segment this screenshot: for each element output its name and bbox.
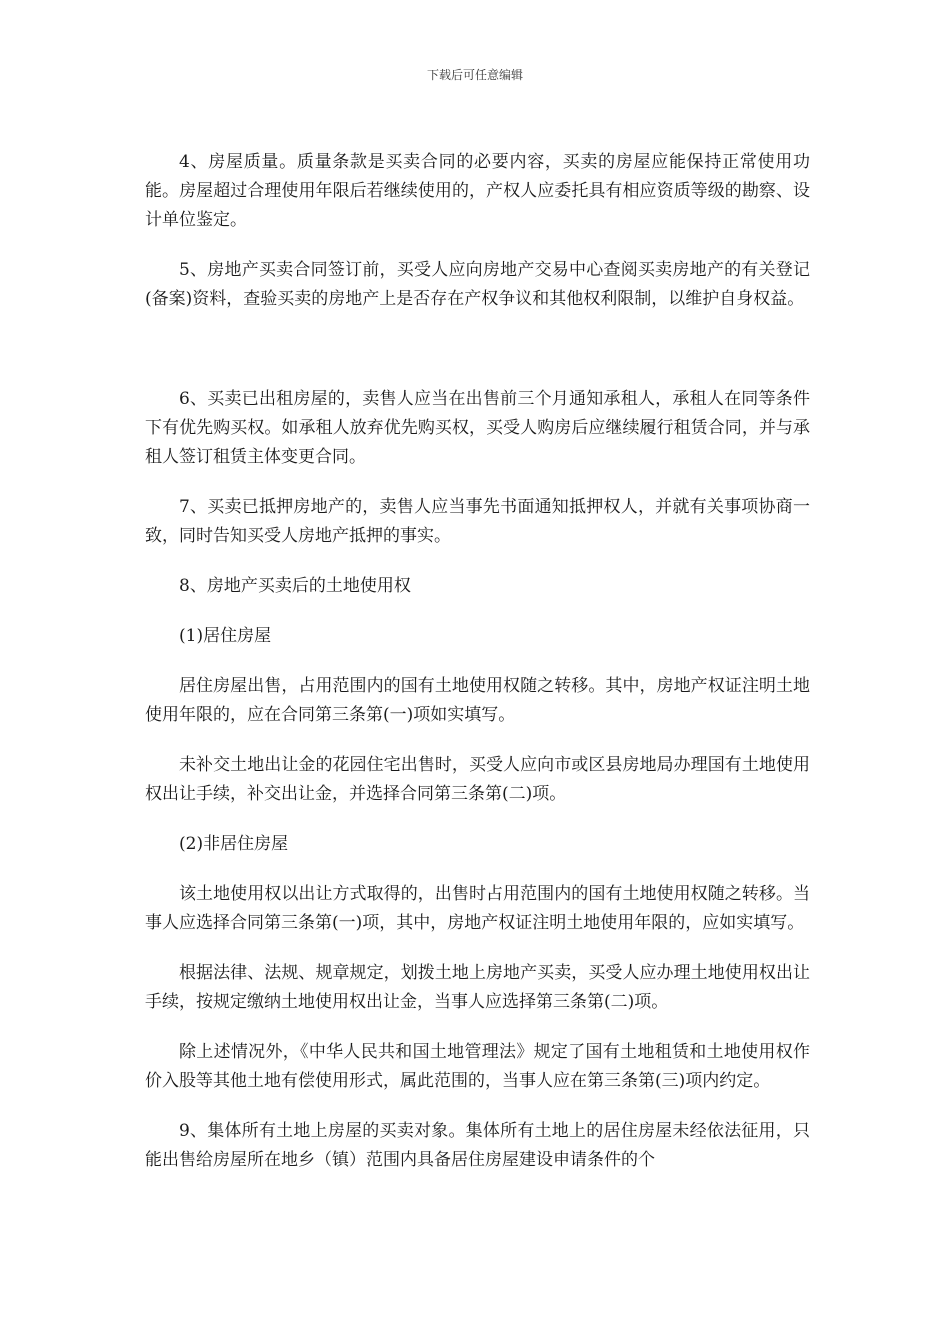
paragraph-other-forms: 除上述情况外，《中华人民共和国土地管理法》规定了国有土地租赁和土地使用权作价入股等其他土地有偿使用形式，属此范围的，当事人应在第三条第(三)项内约定。	[145, 1042, 810, 1091]
paragraph-8-land-use-right: 8、房地产买卖后的土地使用权	[179, 576, 411, 596]
blank-gap	[145, 335, 810, 385]
paragraph-transfer-land: 该土地使用权以出让方式取得的，出售时占用范围内的国有土地使用权随之转移。当事人应选择合同第三条第(一)项，其中，房地产权证注明土地使用年限的，应如实填写。	[145, 884, 810, 933]
paragraph-residential-sale: 居住房屋出售，占用范围内的国有土地使用权随之转移。其中，房地产权证注明土地使用年限的，应在合同第三条第(一)项如实填写。	[145, 676, 810, 725]
paragraph-allocated-land: 根据法律、法规、规章规定，划拨土地上房地产买卖，买受人应办理土地使用权出让手续，按规定缴纳土地使用权出让金，当事人应选择第三条第(二)项。	[145, 963, 810, 1012]
page-header: 下载后可任意编辑	[426, 68, 523, 82]
document-body	[145, 148, 810, 1196]
paragraph-9-collective-land: 9、集体所有土地上房屋的买卖对象。集体所有土地上的居住房屋未经依法征用，只能出售给房屋所在地乡（镇）范围内具备居住房屋建设申请条件的个	[145, 1121, 810, 1170]
paragraph-garden-residence: 未补交土地出让金的花园住宅出售时，买受人应向市或区县房地局办理国有土地使用权出让手续，补交出让金，并选择合同第三条第(二)项。	[145, 755, 810, 804]
paragraph-7-mortgaged-property: 7、买卖已抵押房地产的，卖售人应当事先书面通知抵押权人，并就有关事项协商一致，同时告知买受人房地产抵押的事实。	[145, 497, 810, 546]
paragraph-4-house-quality: 4、房屋质量。质量条款是买卖合同的必要内容，买卖的房屋应能保持正常使用功能。房屋超过合理使用年限后若继续使用的，产权人应委托具有相应资质等级的勘察、设计单位鉴定。	[145, 152, 810, 230]
paragraph-6-rented-house: 6、买卖已出租房屋的，卖售人应当在出售前三个月通知承租人，承租人在同等条件下有优先购买权。如承租人放弃优先购买权，买受人购房后应继续履行租赁合同，并与承租人签订租赁主体变更合同。	[145, 389, 810, 467]
paragraph-5-registration-check: 5、房地产买卖合同签订前，买受人应向房地产交易中心查阅买卖房地产的有关登记(备案)资料，查验买卖的房地产上是否存在产权争议和其他权利限制，以维护自身权益。	[145, 260, 810, 309]
subheading-non-residential: (2)非居住房屋	[179, 834, 289, 854]
subheading-residential: (1)居住房屋	[179, 626, 272, 646]
